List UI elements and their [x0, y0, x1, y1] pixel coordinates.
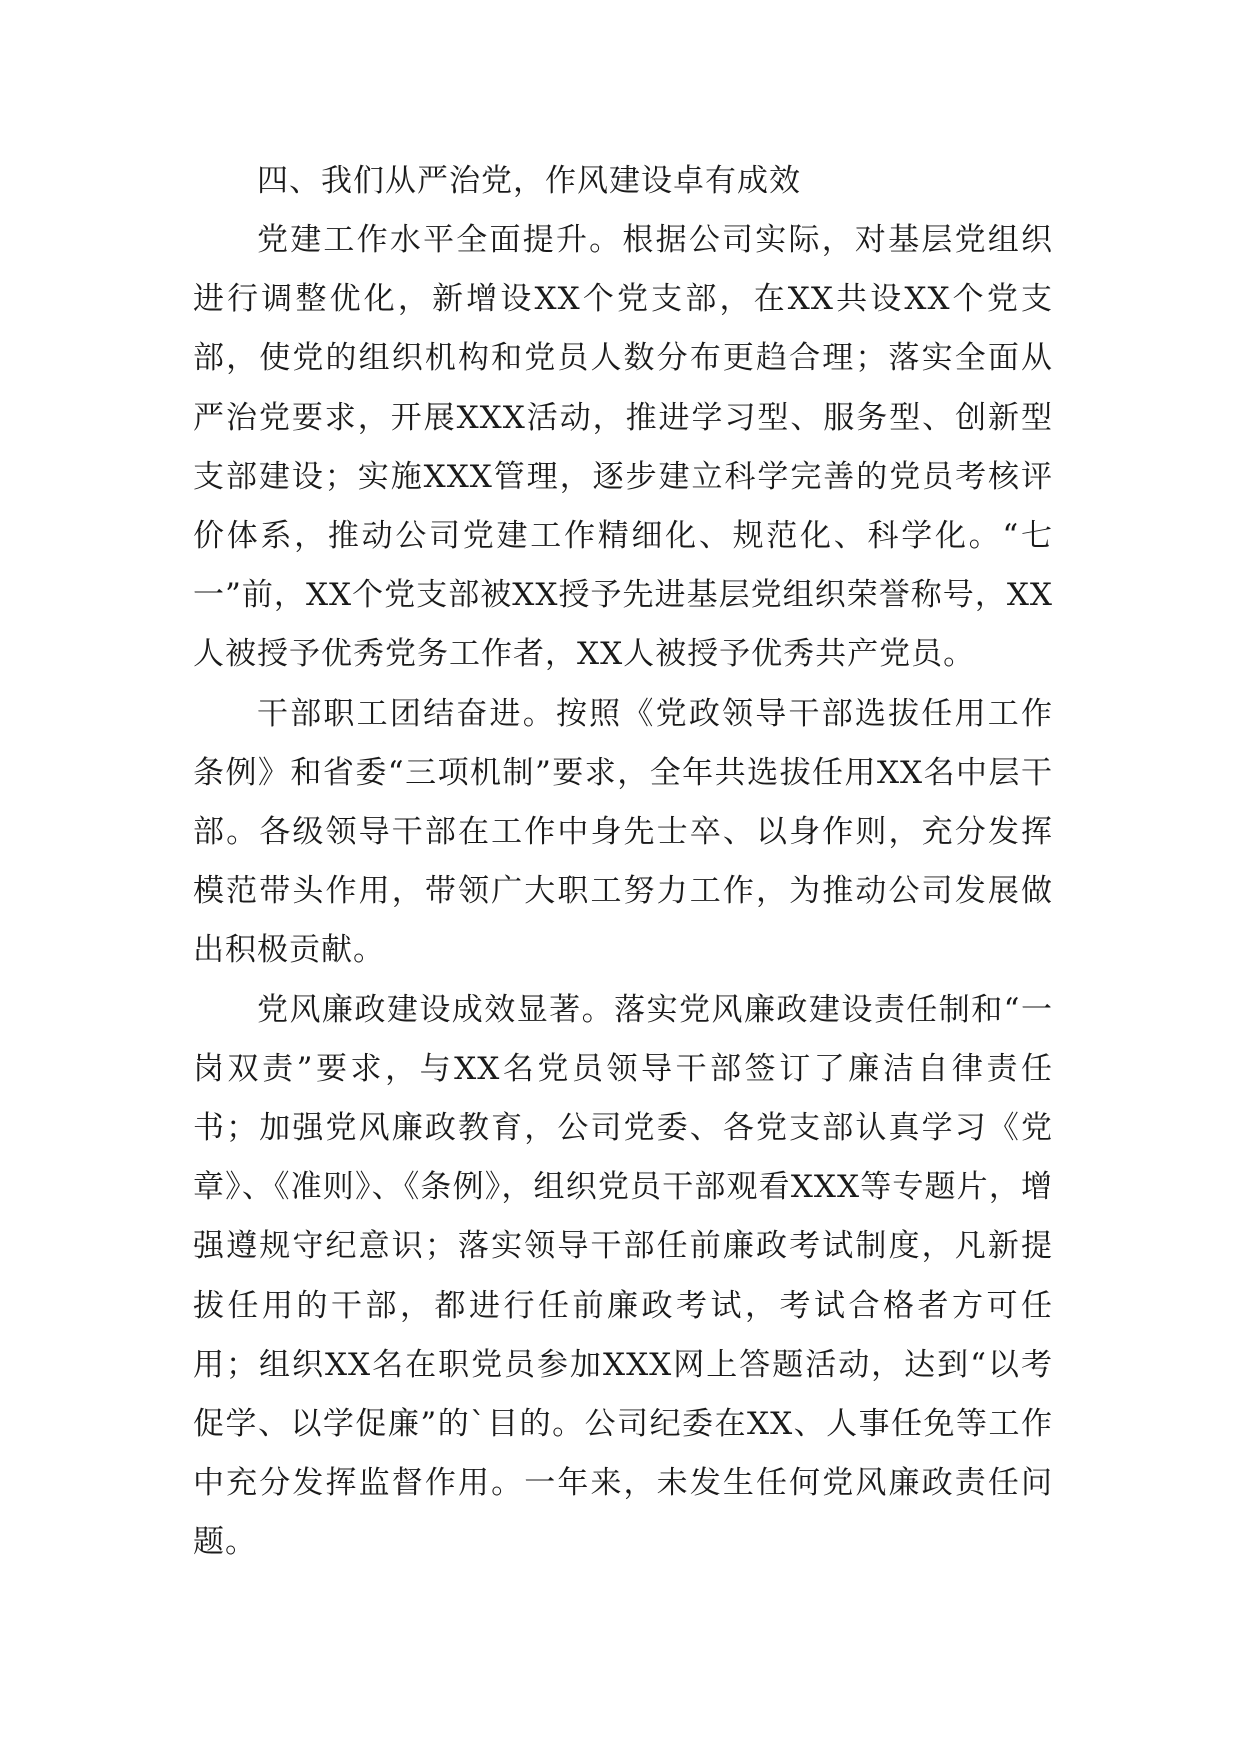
paragraph-cadres: 干部职工团结奋进。按照《党政领导干部选拔任用工作条例》和省委“三项机制”要求，全年共选拔任用XX名中层干部。各级领导干部在工作中身先士卒、以身作则，充分发挥模范带头作用，带领广大职工努力工作，为推动公司发展做出积极贡献。 — [193, 695, 1053, 969]
document-page — [193, 152, 1053, 1573]
paragraph-party-building: 党建工作水平全面提升。根据公司实际，对基层党组织进行调整优化，新增设XX个党支部，在XX共设XX个党支部，使党的组织机构和党员人数分布更趋合理；落实全面从严治党要求，开展XXX活动，推进学习型、服务型、创新型支部建设；实施XXX管理，逐步建立科学完善的党员考核评价体系，推动公司党建工作精细化、规范化、科学化。“七一”前，XX个党支部被XX授予先进基层党组织荣誉称号，XX人被授予优秀党务工作者，XX人被授予优秀共产党员。 — [193, 222, 1053, 673]
section-heading: 四、我们从严治党，作风建设卓有成效 — [257, 163, 801, 199]
paragraph-integrity: 党风廉政建设成效显著。落实党风廉政建设责任制和“一岗双责”要求，与XX名党员领导干部签订了廉洁自律责任书；加强党风廉政教育，公司党委、各党支部认真学习《党章》、《准则》、《条例》，组织党员干部观看XXX等专题片，增强遵规守纪意识；落实领导干部任前廉政考试制度，凡新提拔任用的干部，都进行任前廉政考试，考试合格者方可任用；组织XX名在职党员参加XXX网上答题活动，达到“以考促学、以学促廉”的`目的。公司纪委在XX、人事任免等工作中充分发挥监督作用。一年来，未发生任何党风廉政责任问题。 — [193, 991, 1053, 1561]
